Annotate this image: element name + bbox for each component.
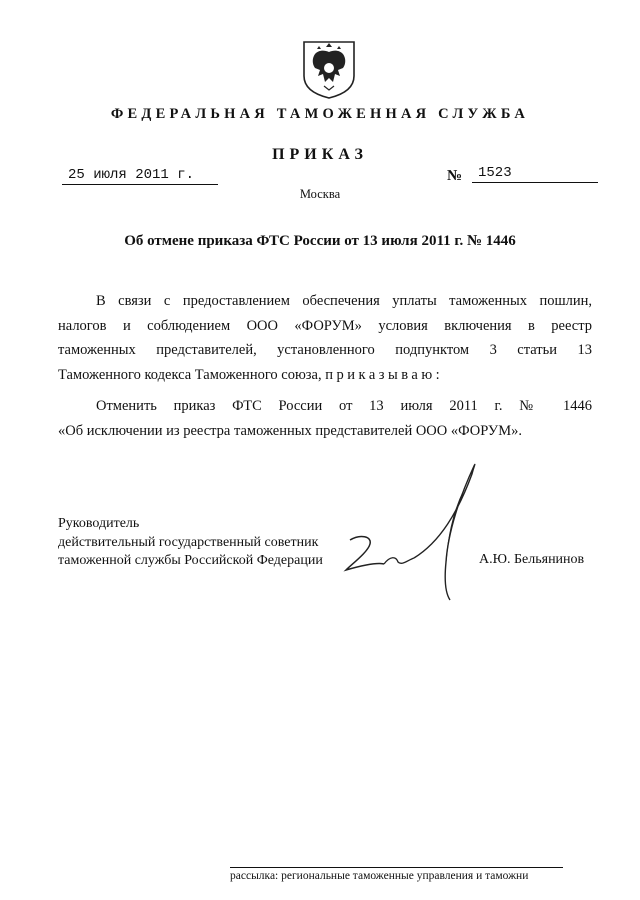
body-paragraph-2: [58, 394, 592, 443]
document-type-title: ПРИКАЗ: [272, 146, 368, 163]
order-date: 25 июля 2011 г.: [62, 167, 218, 185]
position-line: действительный государственный советник: [58, 534, 319, 550]
order-verb: приказываю:: [325, 366, 444, 383]
double-headed-eagle-emblem-icon: [300, 38, 358, 100]
position-line: таможенной службы Российской Федерации: [58, 553, 323, 568]
agency-name: ФЕДЕРАЛЬНАЯ ТАМОЖЕННАЯ СЛУЖБА: [110, 106, 530, 122]
paragraph-line: «Об исключении из реестра таможенных представителей ООО «ФОРУМ».: [58, 422, 522, 439]
paragraph-line: таможенных представителей, установленного подпунктом 3 статьи 13: [58, 342, 592, 358]
body-paragraph-1: [58, 289, 592, 387]
paragraph-line: налогов и соблюдением ООО «ФОРУМ» условия включения в реестр: [58, 317, 592, 334]
paragraph-line: В связи с предоставлением обеспечения уплаты таможенных пошлин,: [96, 293, 592, 309]
paragraph-line: Отменить приказ ФТС России от 13 июля 2011 г. № 1446: [96, 398, 592, 414]
order-number-label: №: [447, 168, 463, 184]
distribution-note: рассылка: региональные таможенные управления и таможни: [230, 870, 529, 882]
issue-city: Москва: [299, 187, 341, 201]
order-number: 1523: [472, 165, 598, 183]
signatory-position: [58, 515, 323, 571]
paragraph-line-text: Таможенного кодекса Таможенного союза,: [58, 366, 322, 383]
handwritten-signature: [340, 452, 480, 602]
footer-divider: [230, 867, 563, 868]
position-line: Руководитель: [58, 516, 140, 531]
order-subject: Об отмене приказа ФТС России от 13 июля 2011 г. № 1446: [124, 233, 516, 249]
signatory-name: А.Ю. Бельянинов: [479, 552, 585, 567]
paragraph-line: [58, 363, 592, 388]
